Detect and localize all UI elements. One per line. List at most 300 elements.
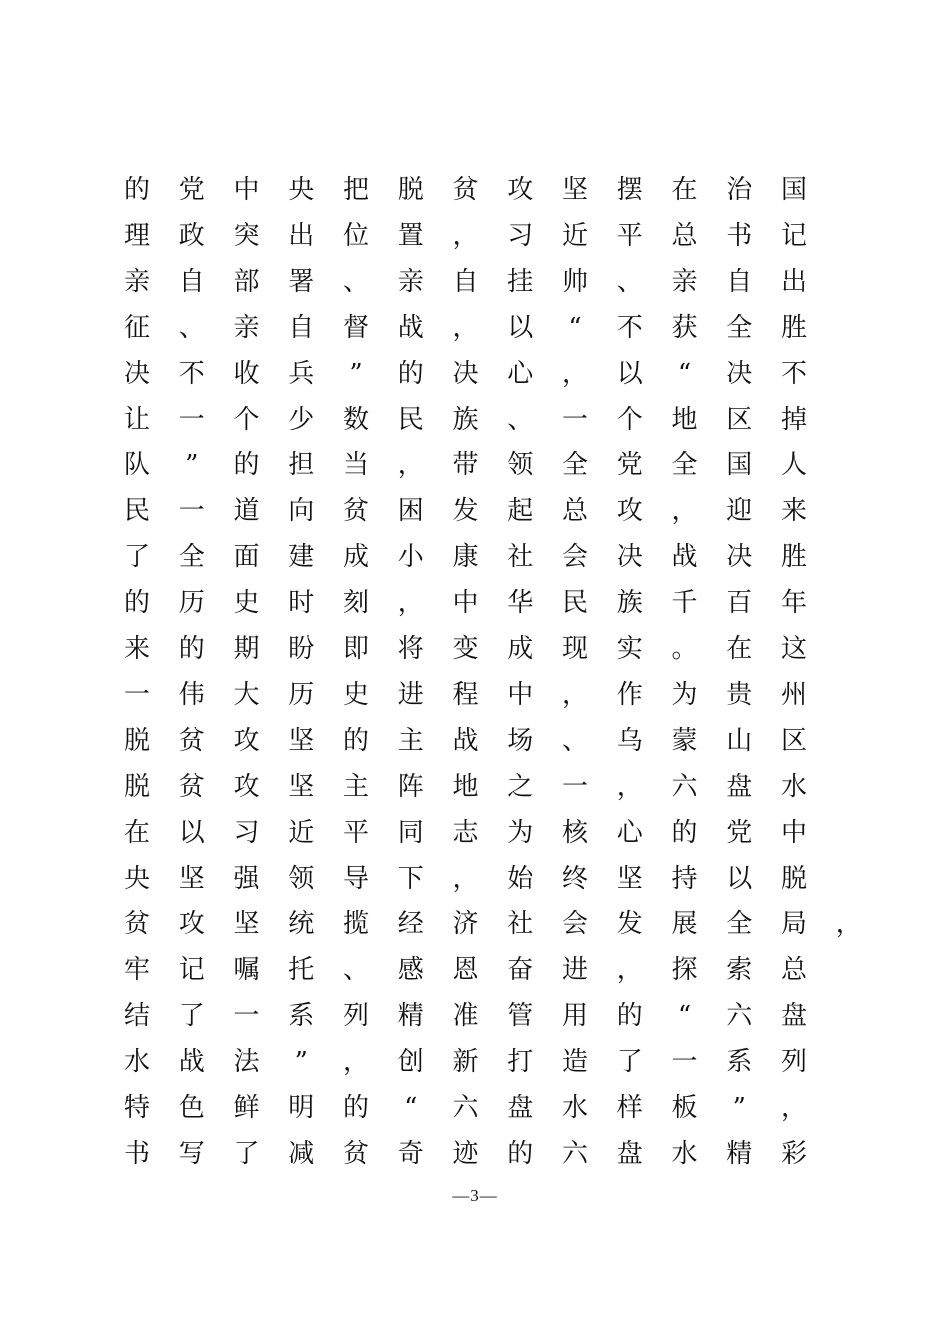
text-char: 核 xyxy=(561,817,588,848)
text-char: 领 xyxy=(507,450,534,481)
text-char: 攻 xyxy=(233,771,260,802)
text-char: 六 xyxy=(561,1138,588,1169)
text-char: 坚 xyxy=(288,725,315,756)
text-char: 坚 xyxy=(233,909,260,940)
text-char: 全 xyxy=(726,909,753,940)
text-char: 水 xyxy=(780,771,807,802)
text-char: 写 xyxy=(178,1138,205,1169)
text-char: 盼 xyxy=(288,634,315,664)
text-char: 经 xyxy=(397,909,424,940)
text-char: 收 xyxy=(233,358,260,389)
text-char: 管 xyxy=(507,1001,534,1032)
text-char: 统 xyxy=(288,909,315,940)
text-char: 坚 xyxy=(178,863,205,894)
text-char: 突 xyxy=(233,220,260,251)
text-char: 迹 xyxy=(452,1138,479,1169)
text-char: 亲 xyxy=(233,312,260,343)
text-char: 脱 xyxy=(123,725,150,756)
text-char: 史 xyxy=(233,588,260,619)
text-char: 心 xyxy=(507,358,534,389)
text-char: 持 xyxy=(671,863,698,894)
text-char: 时 xyxy=(288,588,315,619)
text-char: 下 xyxy=(397,863,424,894)
text-char: 全 xyxy=(671,450,698,481)
text-char: 强 xyxy=(233,863,260,894)
text-char: ， xyxy=(342,1047,369,1078)
text-char: 发 xyxy=(452,496,479,527)
text-char: 新 xyxy=(452,1047,479,1078)
text-char: 面 xyxy=(233,542,260,573)
text-line xyxy=(0,170,950,210)
text-char: 署 xyxy=(288,266,315,297)
text-char: ” xyxy=(349,358,363,389)
text-char: 亲 xyxy=(671,266,698,297)
text-line xyxy=(0,1088,950,1128)
text-line xyxy=(0,721,950,761)
text-char: 贫 xyxy=(178,725,205,756)
text-char: 脱 xyxy=(123,771,150,802)
text-char: 战 xyxy=(397,312,424,343)
text-char: 决 xyxy=(726,542,753,573)
text-char: 攻 xyxy=(507,175,534,205)
text-char: 色 xyxy=(178,1093,205,1123)
text-char: 来 xyxy=(123,634,150,664)
text-char: 的 xyxy=(123,175,150,205)
text-char: 少 xyxy=(288,404,315,435)
text-char: 州 xyxy=(780,679,807,710)
text-char: 康 xyxy=(452,542,479,573)
text-char: 、 xyxy=(561,725,588,756)
text-char: 进 xyxy=(561,955,588,986)
text-char: 把 xyxy=(342,175,369,205)
text-char: 揽 xyxy=(342,909,369,940)
text-char: 的 xyxy=(178,634,205,664)
text-char: 国 xyxy=(726,450,753,481)
text-char: 的 xyxy=(342,725,369,756)
text-char: 系 xyxy=(288,1001,315,1032)
text-char: 战 xyxy=(452,725,479,756)
text-char: 为 xyxy=(671,679,698,710)
text-char: 向 xyxy=(288,496,315,527)
text-char: 地 xyxy=(452,771,479,802)
text-char: 区 xyxy=(726,404,753,435)
text-char: 区 xyxy=(780,725,807,756)
text-char: 部 xyxy=(233,266,260,297)
text-char: 六 xyxy=(671,771,698,802)
text-char: 央 xyxy=(123,863,150,894)
text-char: 创 xyxy=(397,1047,424,1078)
text-char: 近 xyxy=(561,220,588,251)
text-char: ” xyxy=(185,450,199,481)
text-char: 恩 xyxy=(452,955,479,986)
text-char: 决 xyxy=(726,358,753,389)
text-char: 地 xyxy=(671,404,698,435)
text-char: 终 xyxy=(561,863,588,894)
text-char: 战 xyxy=(178,1047,205,1078)
text-char: 结 xyxy=(123,1001,150,1032)
text-char: 挂 xyxy=(507,266,534,297)
text-char: 用 xyxy=(561,1001,588,1032)
text-char: 不 xyxy=(780,358,807,389)
text-char: 六 xyxy=(452,1093,479,1123)
text-char: 减 xyxy=(288,1138,315,1169)
text-char: 以 xyxy=(178,817,205,848)
text-char: 会 xyxy=(561,909,588,940)
text-char: 近 xyxy=(288,817,315,848)
text-line xyxy=(0,675,950,715)
text-char: 征 xyxy=(123,312,150,343)
text-char: 主 xyxy=(342,771,369,802)
text-char: 贫 xyxy=(452,175,479,205)
text-char: 决 xyxy=(616,542,643,573)
text-char: 牢 xyxy=(123,955,150,986)
text-line xyxy=(0,537,950,577)
text-char: 发 xyxy=(616,909,643,940)
text-char: 自 xyxy=(288,312,315,343)
text-char: 的 xyxy=(123,588,150,619)
text-char: 获 xyxy=(671,312,698,343)
text-char: 、 xyxy=(616,266,643,297)
text-char: 蒙 xyxy=(671,725,698,756)
text-char: 自 xyxy=(178,266,205,297)
text-char: 水 xyxy=(123,1047,150,1078)
text-char: 志 xyxy=(452,817,479,848)
text-char: 心 xyxy=(616,817,643,848)
text-char: ， xyxy=(561,358,588,389)
text-char: 之 xyxy=(507,771,534,802)
text-char: 理 xyxy=(123,220,150,251)
text-char: 攻 xyxy=(178,909,205,940)
text-char: 盘 xyxy=(726,771,753,802)
text-char: 一 xyxy=(561,771,588,802)
text-char: 作 xyxy=(616,679,643,710)
text-char: 的 xyxy=(507,1138,534,1169)
text-char: ， xyxy=(452,220,479,251)
text-char: ， xyxy=(616,955,643,986)
text-char: 历 xyxy=(178,588,205,619)
text-char: 领 xyxy=(288,863,315,894)
text-char: 掉 xyxy=(780,404,807,435)
text-char: 建 xyxy=(288,542,315,573)
text-char: 盘 xyxy=(616,1138,643,1169)
text-char: “ xyxy=(677,358,692,389)
text-char: 不 xyxy=(178,358,205,389)
text-char: 盘 xyxy=(507,1093,534,1123)
text-char: 一 xyxy=(178,496,205,527)
text-char: 队 xyxy=(123,450,150,481)
text-char: 成 xyxy=(507,634,534,664)
text-char: 期 xyxy=(233,634,260,664)
text-char: ， xyxy=(671,496,698,527)
text-char: 实 xyxy=(616,634,643,664)
text-char: 一 xyxy=(178,404,205,435)
text-char: 、 xyxy=(507,404,534,435)
text-char: 样 xyxy=(616,1093,643,1123)
text-char: 民 xyxy=(561,588,588,619)
text-line xyxy=(0,445,950,485)
text-char: 攻 xyxy=(233,725,260,756)
text-char: 百 xyxy=(726,588,753,619)
text-char: 感 xyxy=(397,955,424,986)
text-char: 央 xyxy=(288,175,315,205)
text-char: 了 xyxy=(123,542,150,573)
text-char: 记 xyxy=(780,220,807,251)
text-char: 中 xyxy=(452,588,479,619)
text-char: 贫 xyxy=(342,1138,369,1169)
text-char: 全 xyxy=(561,450,588,481)
text-char: 的 xyxy=(397,358,424,389)
text-char: 民 xyxy=(397,404,424,435)
text-char: 、 xyxy=(342,266,369,297)
text-line xyxy=(0,904,950,944)
text-char: 这 xyxy=(780,634,807,664)
text-char: 出 xyxy=(288,220,315,251)
text-char: 变 xyxy=(452,634,479,664)
text-char: 贫 xyxy=(178,771,205,802)
text-char: ， xyxy=(452,312,479,343)
text-char: 、 xyxy=(178,312,205,343)
text-line xyxy=(0,308,950,348)
text-char: 亲 xyxy=(123,266,150,297)
text-char: 族 xyxy=(616,588,643,619)
text-char: 山 xyxy=(726,725,753,756)
text-char: 全 xyxy=(726,312,753,343)
text-char: ， xyxy=(397,450,424,481)
text-line xyxy=(0,491,950,531)
text-char: 在 xyxy=(671,175,698,205)
text-char: 决 xyxy=(123,358,150,389)
text-char: 水 xyxy=(671,1138,698,1169)
text-char: 探 xyxy=(671,955,698,986)
text-char: 以 xyxy=(616,358,643,389)
text-char: 政 xyxy=(178,220,205,251)
text-char: ， xyxy=(835,909,862,940)
text-char: 习 xyxy=(233,817,260,848)
text-char: 鲜 xyxy=(233,1093,260,1123)
text-char: 战 xyxy=(671,542,698,573)
text-char: 党 xyxy=(616,450,643,481)
text-char: 精 xyxy=(726,1138,753,1169)
text-char: 的 xyxy=(616,1001,643,1032)
text-char: 贫 xyxy=(342,496,369,527)
text-line xyxy=(0,400,950,440)
text-char: 列 xyxy=(342,1001,369,1032)
text-char: 数 xyxy=(342,404,369,435)
text-char: 的 xyxy=(671,817,698,848)
text-char: 嘱 xyxy=(233,955,260,986)
text-char: 历 xyxy=(288,679,315,710)
text-char: ” xyxy=(294,1047,308,1078)
text-char: 奇 xyxy=(397,1138,424,1169)
text-char: 自 xyxy=(452,266,479,297)
text-char: 索 xyxy=(726,955,753,986)
text-char: 小 xyxy=(397,542,424,573)
text-char: 史 xyxy=(342,679,369,710)
text-char: 道 xyxy=(233,496,260,527)
text-char: 亲 xyxy=(397,266,424,297)
text-char: 准 xyxy=(452,1001,479,1032)
text-char: 位 xyxy=(342,220,369,251)
text-line xyxy=(0,262,950,302)
text-line xyxy=(0,216,950,256)
text-char: “ xyxy=(677,1001,692,1032)
text-char: 人 xyxy=(780,450,807,481)
text-char: 平 xyxy=(616,220,643,251)
text-char: 精 xyxy=(397,1001,424,1032)
text-char: 脱 xyxy=(397,175,424,205)
text-line xyxy=(0,767,950,807)
text-char: 华 xyxy=(507,588,534,619)
text-char: 记 xyxy=(178,955,205,986)
text-char: 以 xyxy=(726,863,753,894)
text-char: 贫 xyxy=(123,909,150,940)
text-char: 打 xyxy=(507,1047,534,1078)
text-char: 大 xyxy=(233,679,260,710)
text-line xyxy=(0,1134,950,1174)
text-char: 总 xyxy=(561,496,588,527)
text-char: 治 xyxy=(726,175,753,205)
text-char: 坚 xyxy=(561,175,588,205)
text-char: 平 xyxy=(342,817,369,848)
text-char: 的 xyxy=(342,1093,369,1123)
text-line xyxy=(0,1042,950,1082)
text-char: 攻 xyxy=(616,496,643,527)
text-char: 胜 xyxy=(780,542,807,573)
text-char: 在 xyxy=(726,634,753,664)
text-char: 会 xyxy=(561,542,588,573)
text-char: 板 xyxy=(671,1093,698,1123)
text-char: 了 xyxy=(616,1047,643,1078)
text-char: 出 xyxy=(780,266,807,297)
text-char: 年 xyxy=(780,588,807,619)
text-char: 的 xyxy=(233,450,260,481)
text-char: 以 xyxy=(507,312,534,343)
text-char: 中 xyxy=(233,175,260,205)
text-char: 帅 xyxy=(561,266,588,297)
page-number: —3— xyxy=(452,1186,498,1205)
text-line xyxy=(0,354,950,394)
text-char: ， xyxy=(561,679,588,710)
text-char: 系 xyxy=(726,1047,753,1078)
text-char: ， xyxy=(616,771,643,802)
text-char: 伟 xyxy=(178,679,205,710)
text-char: ， xyxy=(397,588,424,619)
text-char: 列 xyxy=(780,1047,807,1078)
text-line xyxy=(0,629,950,669)
text-char: 局 xyxy=(780,909,807,940)
text-char: 在 xyxy=(123,817,150,848)
text-char: 一 xyxy=(671,1047,698,1078)
text-char: 坚 xyxy=(288,771,315,802)
text-char: 让 xyxy=(123,404,150,435)
text-char: 、 xyxy=(342,955,369,986)
text-line xyxy=(0,583,950,623)
text-char: 党 xyxy=(726,817,753,848)
text-char: 盘 xyxy=(780,1001,807,1032)
text-line xyxy=(0,859,950,899)
text-char: 置 xyxy=(397,220,424,251)
text-char: 自 xyxy=(726,266,753,297)
text-char: “ xyxy=(404,1093,418,1123)
text-char: 明 xyxy=(288,1093,315,1123)
text-char: 个 xyxy=(233,404,260,435)
text-char: 奋 xyxy=(507,955,534,986)
text-char: 阵 xyxy=(397,771,424,802)
text-char: ， xyxy=(780,1093,807,1123)
text-char: 社 xyxy=(507,542,534,573)
text-char: 即 xyxy=(342,634,369,664)
text-char: 水 xyxy=(561,1093,588,1123)
text-char: 为 xyxy=(507,817,534,848)
text-char: 族 xyxy=(452,404,479,435)
text-char: “ xyxy=(568,312,582,343)
text-char: 六 xyxy=(726,1001,753,1032)
text-char: 成 xyxy=(342,542,369,573)
text-char: 托 xyxy=(288,955,315,986)
text-char: 特 xyxy=(123,1093,150,1123)
text-char: 国 xyxy=(780,175,807,205)
text-char: 展 xyxy=(671,909,698,940)
text-char: 胜 xyxy=(780,312,807,343)
text-char: 进 xyxy=(397,679,424,710)
text-char: 社 xyxy=(507,909,534,940)
text-char: 程 xyxy=(452,679,479,710)
text-char: 场 xyxy=(507,725,534,756)
text-char: 迎 xyxy=(726,496,753,527)
text-char: 习 xyxy=(507,220,534,251)
text-char: 全 xyxy=(178,542,205,573)
text-char: 来 xyxy=(780,496,807,527)
text-char: 书 xyxy=(123,1138,150,1169)
text-char: 。 xyxy=(671,634,698,664)
text-char: 法 xyxy=(233,1047,260,1078)
text-char: 贵 xyxy=(726,679,753,710)
text-char: 不 xyxy=(616,312,643,343)
text-char: 始 xyxy=(507,863,534,894)
text-char: 摆 xyxy=(616,175,643,205)
text-char: 乌 xyxy=(616,725,643,756)
text-char: 兵 xyxy=(288,358,315,389)
text-char: 济 xyxy=(452,909,479,940)
text-char: 将 xyxy=(397,634,424,664)
text-char: 中 xyxy=(780,817,807,848)
text-char: 同 xyxy=(397,817,424,848)
text-line xyxy=(0,813,950,853)
text-char: 起 xyxy=(507,496,534,527)
text-char: 刻 xyxy=(342,588,369,619)
text-char: 一 xyxy=(233,1001,260,1032)
text-char: 造 xyxy=(561,1047,588,1078)
text-char: 现 xyxy=(561,634,588,664)
text-char: 彩 xyxy=(780,1138,807,1169)
text-char: 中 xyxy=(507,679,534,710)
text-char: 脱 xyxy=(780,863,807,894)
text-char: 当 xyxy=(342,450,369,481)
text-char: 导 xyxy=(342,863,369,894)
text-char: ” xyxy=(732,1093,746,1123)
text-char: 民 xyxy=(123,496,150,527)
text-char: 带 xyxy=(452,450,479,481)
text-char: 主 xyxy=(397,725,424,756)
text-char: 困 xyxy=(397,496,424,527)
text-line xyxy=(0,996,950,1036)
text-char: 总 xyxy=(671,220,698,251)
text-char: 了 xyxy=(233,1138,260,1169)
text-char: ， xyxy=(452,863,479,894)
text-char: 担 xyxy=(288,450,315,481)
text-char: 个 xyxy=(616,404,643,435)
text-line xyxy=(0,950,950,990)
